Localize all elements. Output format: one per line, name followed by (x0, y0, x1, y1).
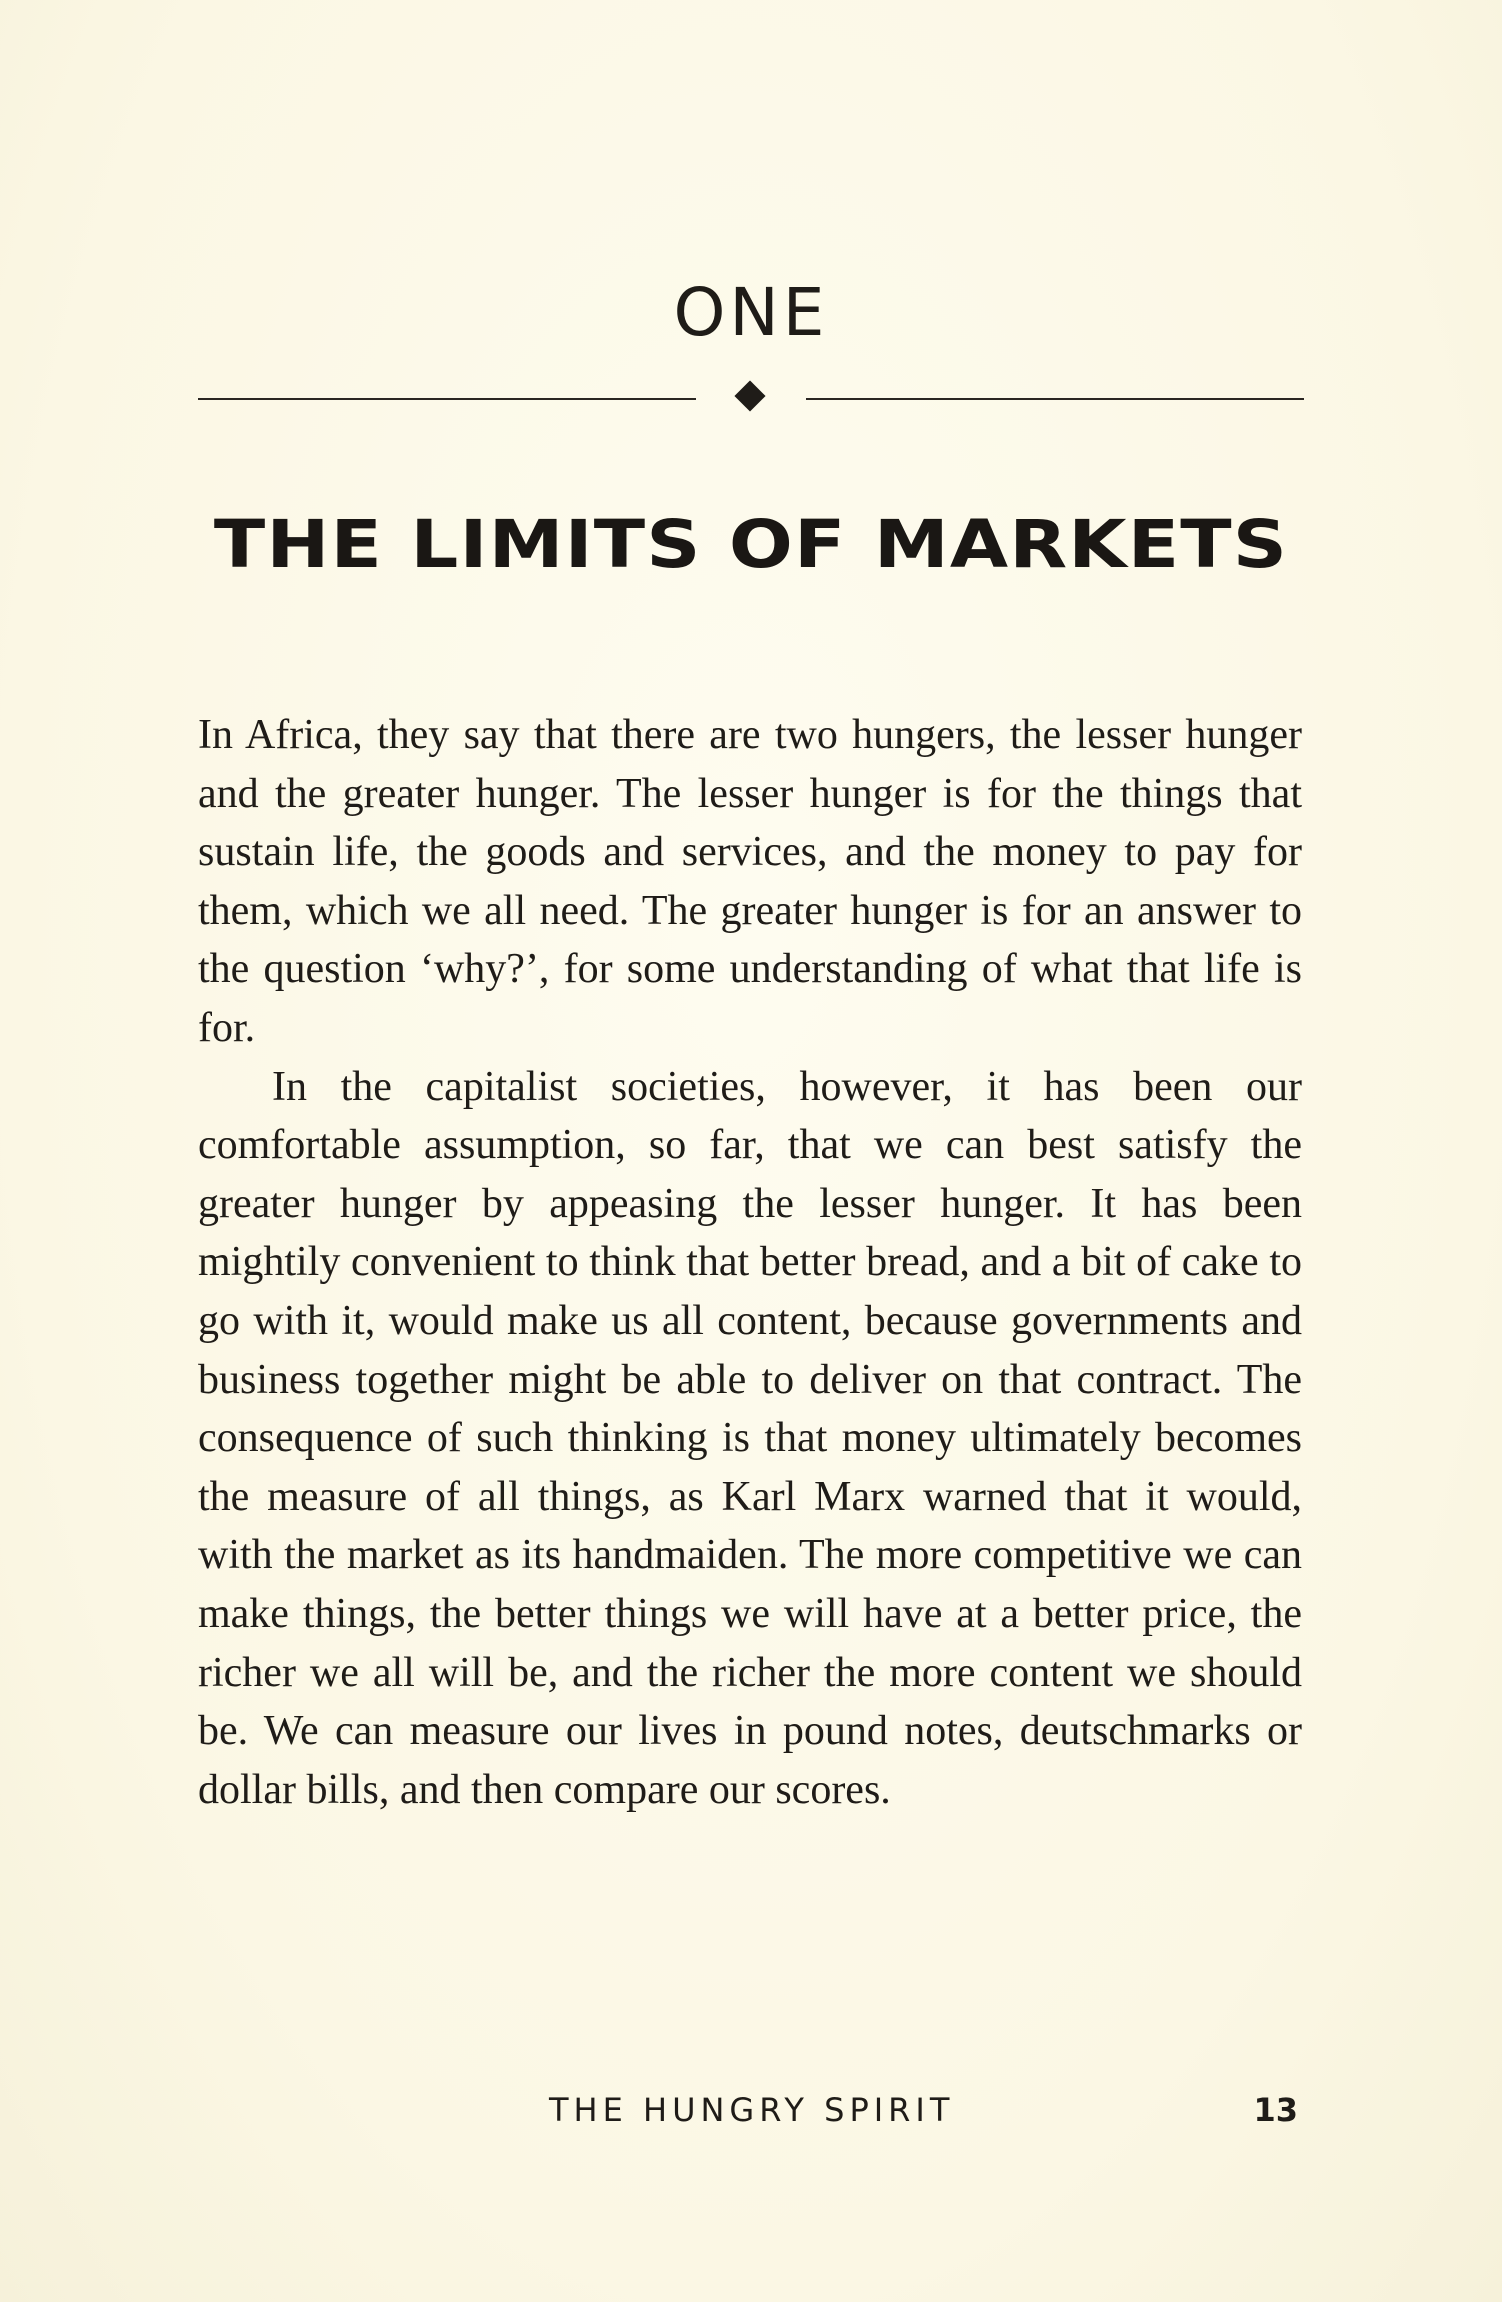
chapter-body (198, 706, 1302, 1819)
diamond-icon (734, 380, 765, 411)
running-footer-title: THE HUNGRY SPIRIT (549, 2091, 955, 2129)
body-paragraph: In Africa, they say that there are two hungers, the lesser hunger and the greater hunger. The lesser hunger is for the things that sustain life, the goods and services, and the money to pay for them, which we all need. The greater hunger is for an answer to the question ‘why?’, for some understanding of what that life is for. (198, 712, 1302, 1051)
chapter-number: ONE (673, 274, 829, 351)
page-number: 13 (1253, 2091, 1298, 2129)
ornament-rule-left (198, 398, 696, 400)
ornament-rule-right (806, 398, 1304, 400)
chapter-ornament (198, 378, 1304, 418)
body-paragraph: In the capitalist societies, however, it has been our comfortable assumption, so far, that we can best satisfy the greater hunger by appeasing the lesser hunger. It has been mightily convenient to think that better bread, and a bit of cake to go with it, would make us all content, because governments and business together might be able to deliver on that contract. The consequence of such thinking is that money ultimately becomes the measure of all things, as Karl Marx warned that it would, with the market as its handmaiden. The more competitive we can make things, the better things we will have at a better price, the richer we all will be, and the richer the more content we should be. We can measure our lives in pound notes, deutschmarks or dollar bills, and then compare our scores. (198, 1063, 1302, 1813)
chapter-title: THE LIMITS OF MARKETS (213, 506, 1289, 583)
